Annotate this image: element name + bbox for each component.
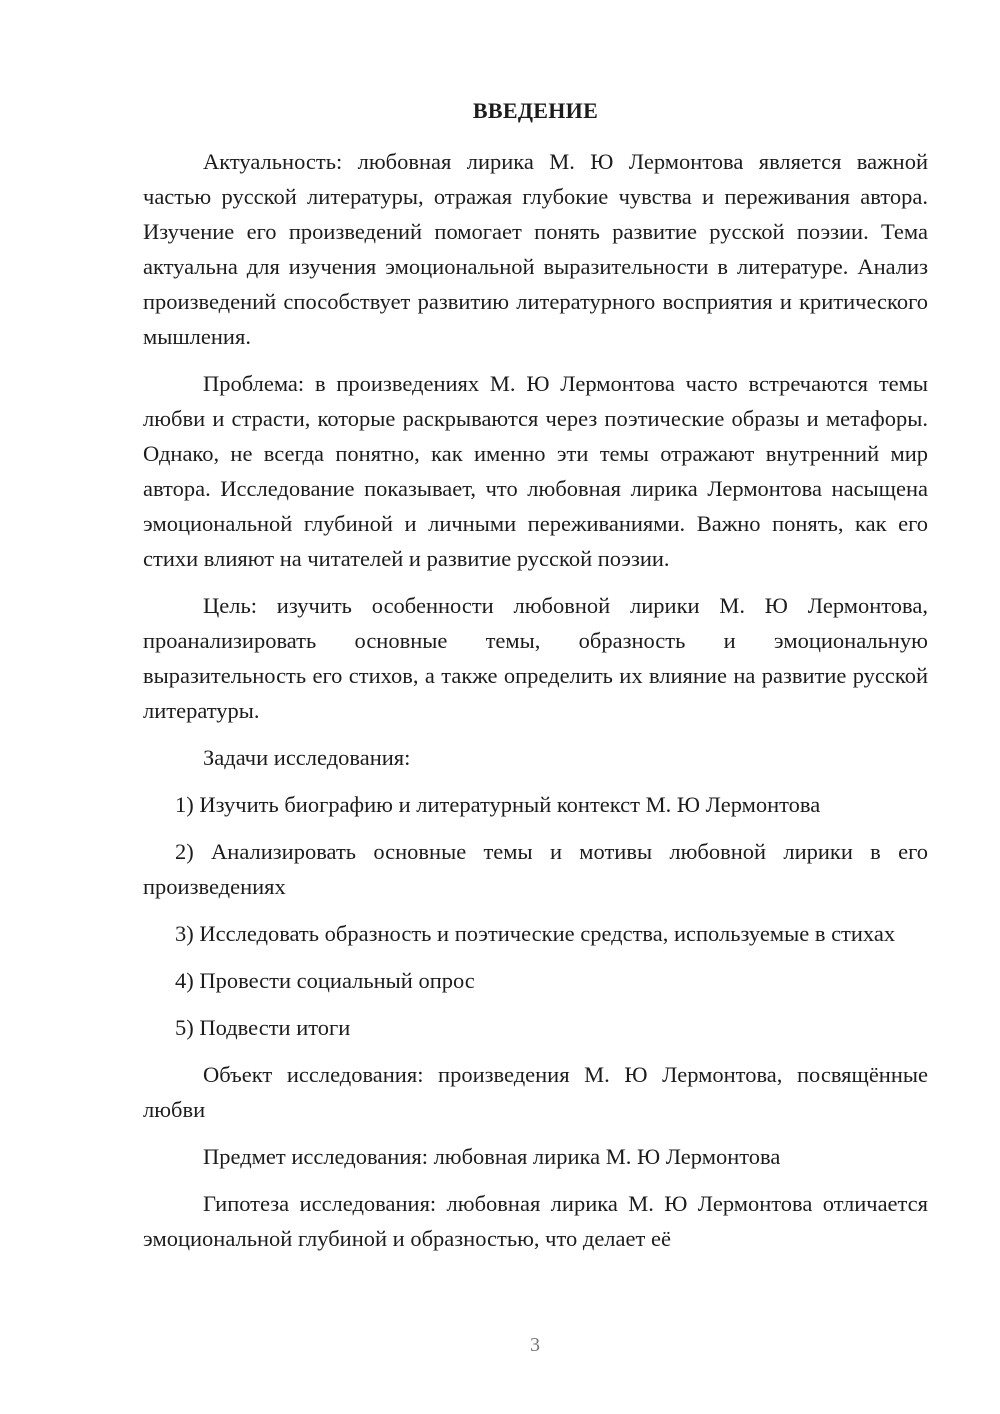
paragraph-relevance: Актуальность: любовная лирика М. Ю Лермонтова является важной частью русской литературы, отражая глубокие чувства и переживания автора. Изучение его произведений помогает понять развитие русской поэзии. Тема актуальна для изучения эмоциональной выразительности в литературе. Анализ произведений способствует развитию литературного восприятия и критического мышления. xyxy=(143,149,928,349)
page-title: ВВЕДЕНИЕ xyxy=(472,98,599,123)
list-item-task-4: 4) Провести социальный опрос xyxy=(175,968,475,993)
paragraph-goal: Цель: изучить особенности любовной лирики М. Ю Лермонтова, проанализировать основные темы, образность и эмоциональную выразительность его стихов, а также определить их влияние на развитие русской литературы. xyxy=(143,593,928,723)
paragraph-problem: Проблема: в произведениях М. Ю Лермонтова часто встречаются темы любви и страсти, которые раскрываются через поэтические образы и метафоры. Однако, не всегда понятно, как именно эти темы отражают внутренний мир автора. Исследование показывает, что любовная лирика Лермонтова насыщена эмоциональной глубиной и личными переживаниями. Важно понять, как его стихи влияют на читателей и развитие русской поэзии. xyxy=(143,371,928,571)
paragraph-object: Объект исследования: произведения М. Ю Лермонтова, посвящённые любви xyxy=(143,1062,928,1122)
document-body xyxy=(143,144,928,1256)
list-item-task-2: 2) Анализировать основные темы и мотивы любовной лирики в его произведениях xyxy=(143,839,928,899)
page-number: 3 xyxy=(530,1334,540,1356)
list-item-task-3: 3) Исследовать образность и поэтические средства, используемые в стихах xyxy=(175,921,896,946)
paragraph-hypothesis: Гипотеза исследования: любовная лирика М. Ю Лермонтова отличается эмоциональной глубиной и образностью, что делает её xyxy=(143,1191,928,1251)
paragraph-subject: Предмет исследования: любовная лирика М. Ю Лермонтова xyxy=(203,1144,781,1169)
list-item-task-1: 1) Изучить биографию и литературный контекст М. Ю Лермонтова xyxy=(175,792,821,817)
list-item-task-5: 5) Подвести итоги xyxy=(175,1015,351,1040)
paragraph-tasks-heading: Задачи исследования: xyxy=(203,745,411,770)
